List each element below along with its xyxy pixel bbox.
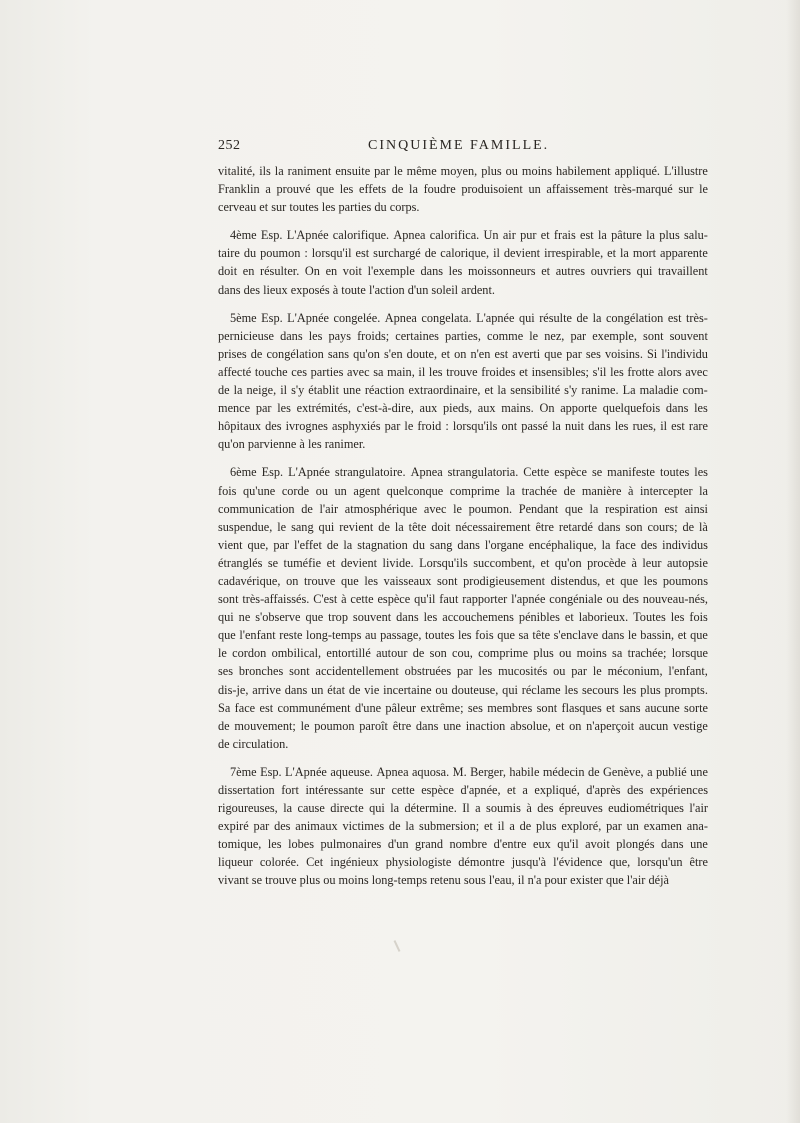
page-header	[218, 138, 708, 158]
text-line: fois qu'une corde ou un agent quelconque comprime la trachée de manière à intercepter la	[218, 483, 708, 498]
page-edge-shadow	[786, 0, 800, 1123]
text-line: qu'on parvienne à les ranimer.	[218, 437, 366, 452]
text-line: qui ne s'observe que trop souvent dans les accouchemens pénibles et laborieux. Toutes les fois	[218, 610, 708, 625]
paragraph	[218, 162, 708, 216]
text-line: doit en résulter. On en voit l'exemple dans les moissonneurs et autres ouvriers qui travaillent	[218, 264, 708, 279]
text-line: dans des lieux exposés à toute l'action d'un soleil ardent.	[218, 282, 495, 297]
text-line: ses bronches sont accidentellement obstruées par les mucosités ou par le méconium, l'enfant,	[218, 664, 708, 679]
text-line: pernicieuse dans les pays froids; certaines parties, comme le nez, par exemple, sont souvent	[218, 328, 708, 343]
text-line: rigoureuses, la cause directe qui la détermine. Il a soumis à des épreuves eudiométriques l'air	[218, 801, 708, 816]
text-body	[218, 162, 708, 900]
text-line: sont très-affaissés. C'est à cette espèce qu'il faut rapporter l'apnée congéniale ou des nouveau-nés,	[218, 592, 708, 607]
text-line: le cordon ombilical, entortillé autour de son cou, comprime plus ou moins sa trachée; lorsque	[218, 646, 708, 661]
text-line: suspendue, le sang qui revient de la tête doit nécessairement être retardé dans son cours; de là	[218, 519, 708, 534]
text-line: liqueur colorée. Cet ingénieux physiologiste démontre jusqu'à l'évidence que, lorsqu'un être	[218, 855, 708, 870]
text-line: étranglés se tuméfie et devient livide. Lorsqu'ils succombent, et qu'on procède à leur autopsie	[218, 555, 708, 570]
text-line: expiré par des animaux victimes de la submersion; et il a de plus exploré, par un examen ana-	[218, 819, 708, 834]
text-line: vitalité, ils la raniment ensuite par le même moyen, plus ou moins habilement appliqué. L'illustre	[218, 164, 708, 178]
page-number: 252	[218, 138, 241, 153]
text-line: 4ème Esp. L'Apnée calorifique. Apnea calorifica. Un air pur et frais est la pâture la plus salu-	[230, 228, 708, 243]
text-line: que l'enfant reste long-temps au passage, toutes les fois que sa tête s'enclave dans le bassin, et que	[218, 628, 708, 643]
text-line: Franklin a prouvé que les effets de la foudre produisoient un affaissement très-marqué sur le	[218, 182, 708, 197]
text-line: prises de congélation sans qu'on s'en doute, et on n'en est averti que par ses voisins. Si l'individu	[218, 346, 708, 361]
text-line: hôpitaux des ivrognes asphyxiés par le froid : lorsqu'ils ont passé la nuit dans les rues, il est rare	[218, 419, 708, 434]
text-line: communication de l'air atmosphérique avec le poumon. Pendant que la respiration est ainsi	[218, 501, 708, 516]
text-line: vivant se trouve plus ou moins long-temps retenu sous l'eau, il n'a pour exister que l'air déjà	[218, 873, 669, 888]
text-line: de circulation.	[218, 736, 289, 751]
text-line: cerveau et sur toutes les parties du corps.	[218, 200, 420, 215]
text-line: de la neige, il s'y établit une réaction extraordinaire, et la sensibilité s'y ranime. La maladie com-	[218, 383, 708, 398]
running-title: CINQUIÈME FAMILLE.	[368, 138, 550, 153]
text-line: dissertation fort intéressante sur cette espèce d'apnée, et a expliqué, d'après des expériences	[218, 783, 708, 797]
paragraph	[218, 763, 708, 890]
text-line: cadavérique, on trouve que les vaisseaux sont prodigieusement distendus, et que les poumons	[218, 573, 708, 588]
text-line: Sa face est communément d'une pâleur extrême; ses membres sont flasques et sans aucune sorte	[218, 700, 708, 715]
paragraph	[218, 309, 708, 454]
text-line: affecté touche ces parties avec sa main, il les trouve froides et insensibles; s'il les frotte alors avec	[218, 364, 708, 379]
text-line: 6ème Esp. L'Apnée strangulatoire. Apnea strangulatoria. Cette espèce se manifeste toutes les	[230, 465, 708, 480]
paragraph	[218, 463, 708, 753]
text-line: taire du poumon : lorsqu'il est surchargé de calorique, il devient irrespirable, et la mort apparente	[218, 246, 708, 261]
text-line: dis-je, arrive dans un état de vie incertaine ou douteuse, qui réclame les secours les plus prompts.	[218, 682, 708, 697]
text-line: 5ème Esp. L'Apnée congelée. Apnea congelata. L'apnée qui résulte de la congélation est très-	[230, 310, 708, 325]
paragraph	[218, 226, 708, 298]
text-line: de mouvement; le poumon paroît être dans une inaction absolue, et on n'aperçoit aucun vestige	[218, 718, 708, 733]
text-line: mence par les extrémités, c'est-à-dire, aux pieds, aux mains. On apporte quelquefois dans les	[218, 401, 708, 416]
text-line: 7ème Esp. L'Apnée aqueuse. Apnea aquosa. M. Berger, habile médecin de Genève, a publié une	[230, 764, 708, 779]
text-line: vient que, par l'effet de la stagnation du sang dans l'organe encéphalique, la face des individus	[218, 537, 708, 552]
text-line: tomique, les lobes pulmonaires d'un grand nombre d'entre eux qu'il avoit plongés dans une	[218, 837, 708, 852]
